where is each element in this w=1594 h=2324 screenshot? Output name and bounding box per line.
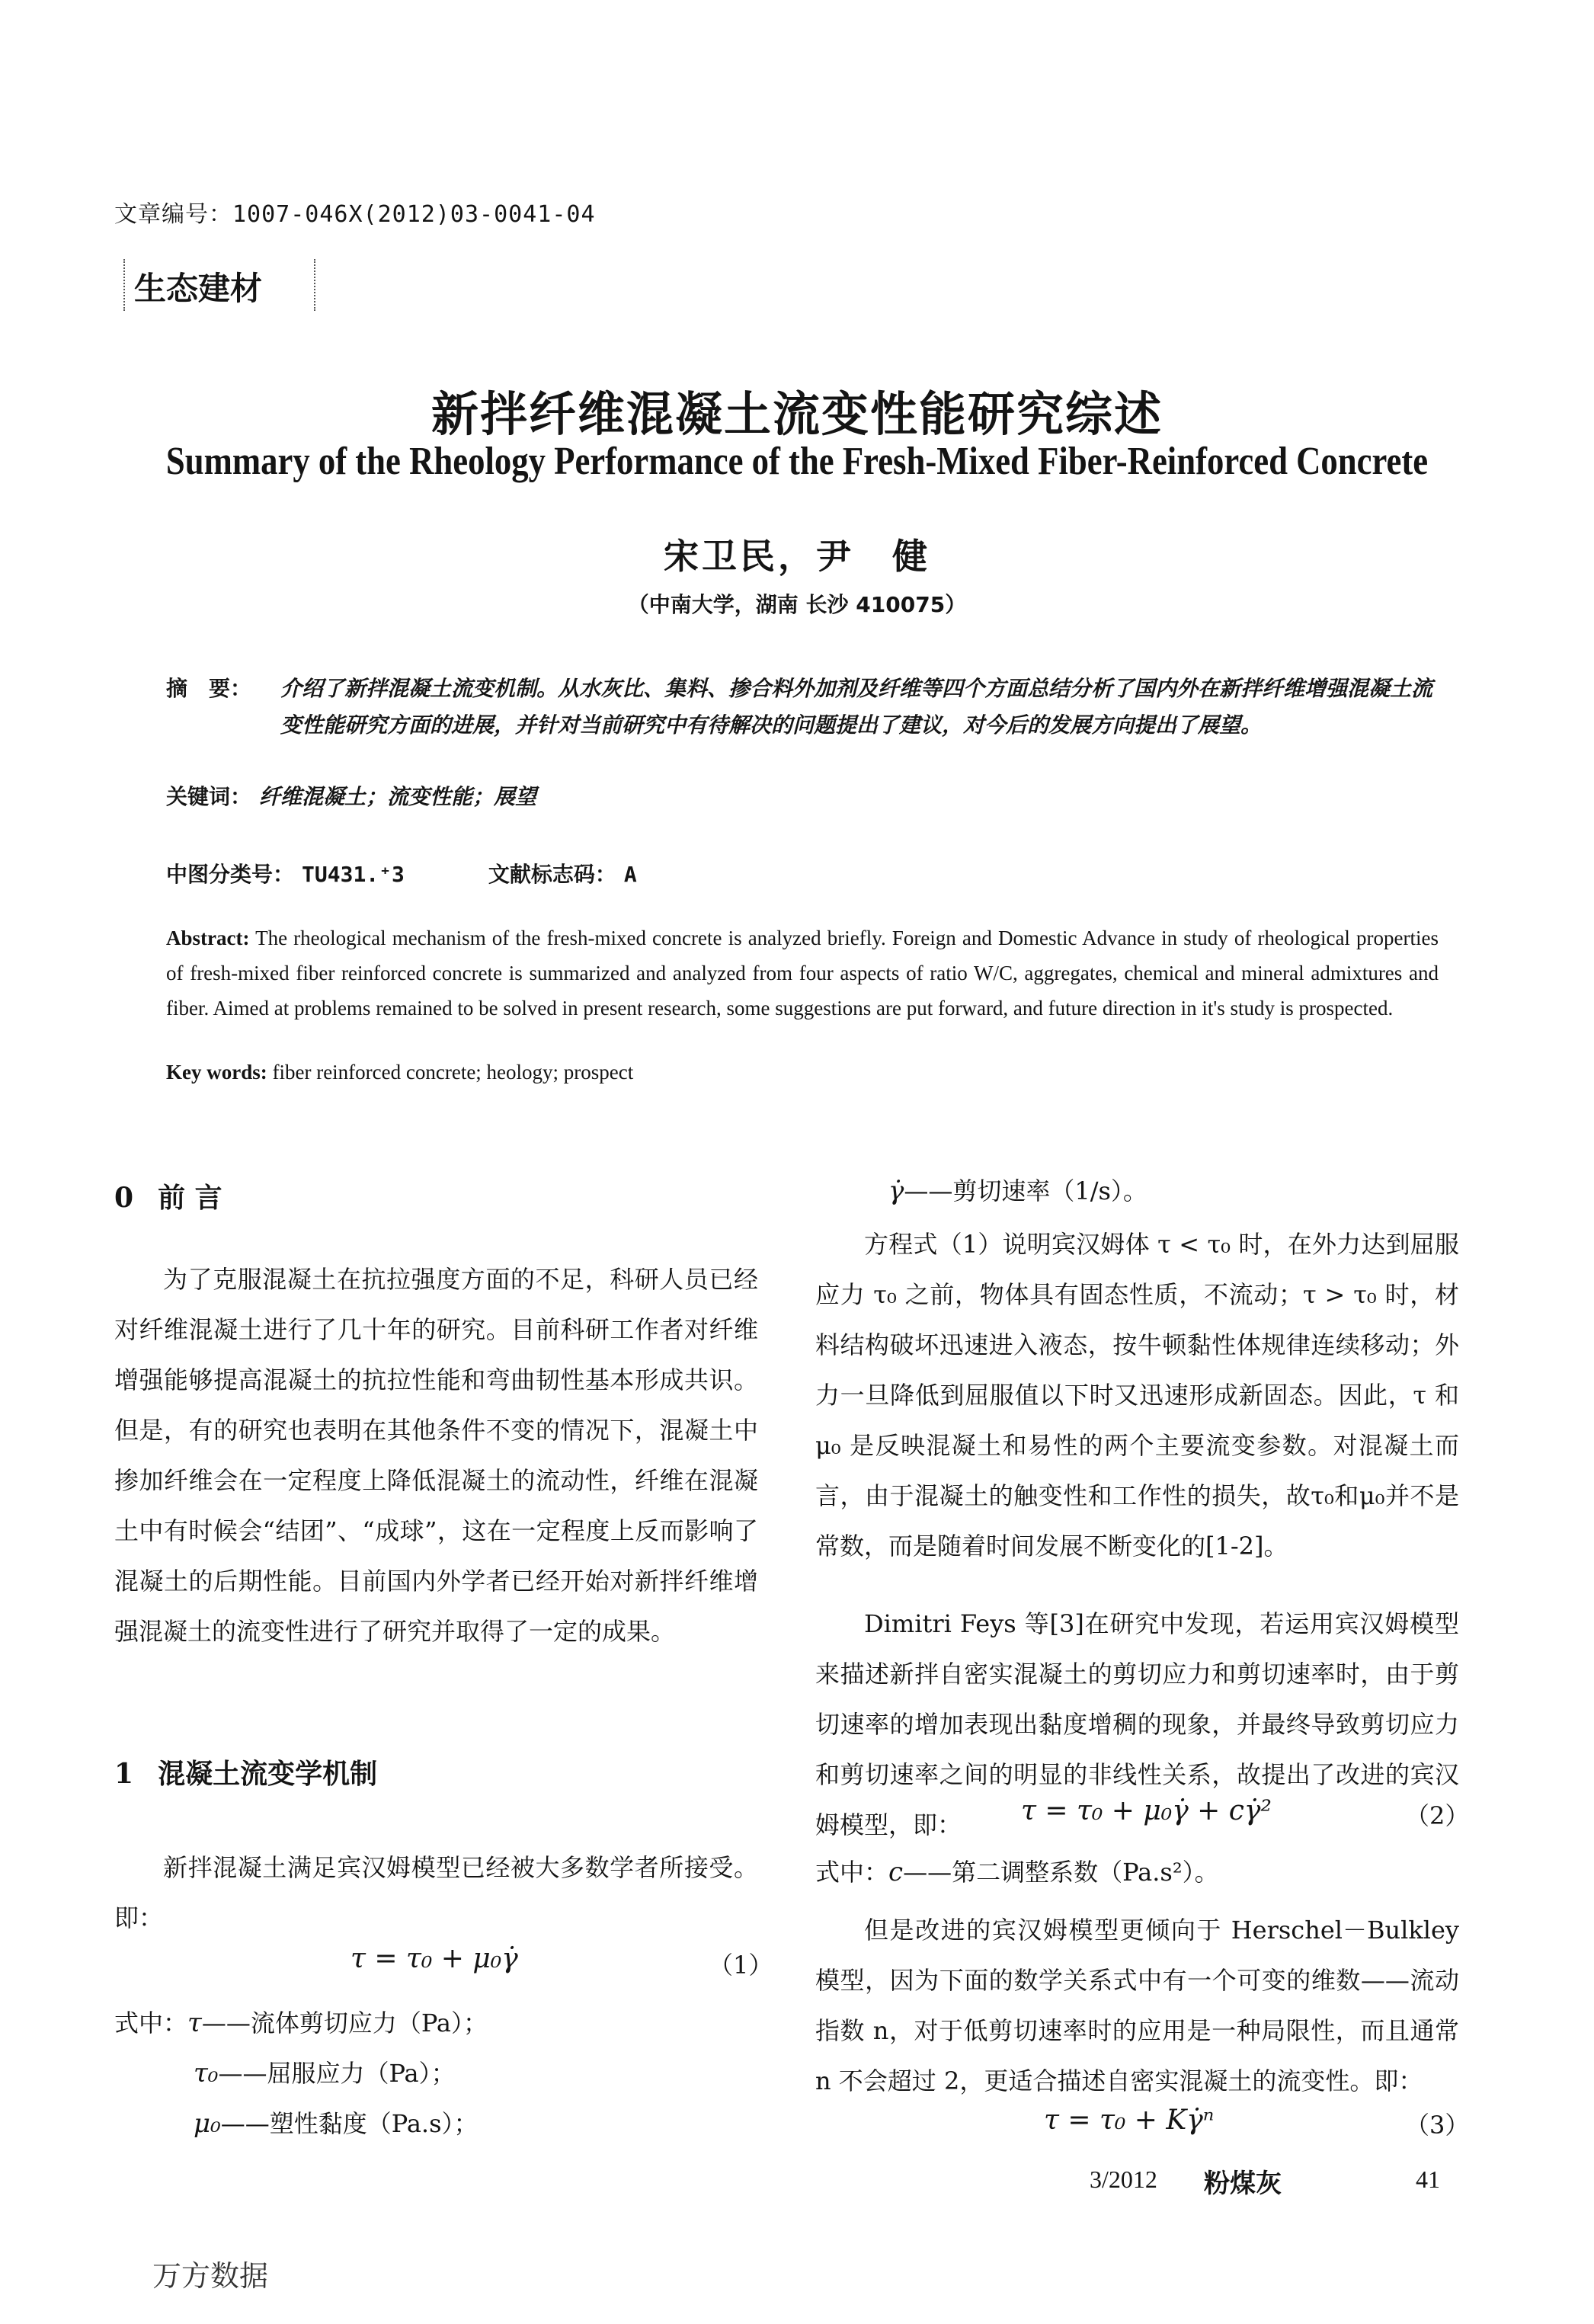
right-paragraph-3: 但是改进的宾汉姆模型更倾向于 Herschel－Bulkley 模型，因为下面的数学关系式中有一个可变的维数——流动指数 n，对于低剪切速率时的应用是一种局限性，而且通常 n 不会超过 2，更适合描述自密实混凝土的流变性。即： [815, 1916, 1459, 2095]
variable-tau0: τ₀——屈服应力（Pa）； [194, 2058, 456, 2089]
variable-tau: 式中：τ——流体剪切应力（Pa）； [114, 2008, 488, 2038]
doc-code-label: 文献标志码： [488, 862, 616, 887]
title-cn: 新拌纤维混凝土流变性能研究综述 [431, 386, 1163, 442]
keywords-cn-text: 纤维混凝土；流变性能；展望 [259, 784, 537, 809]
abstract-en-text: The rheological mechanism of the fresh-mixed concrete is analyzed briefly. Foreign and Domestic Advance in study of rheological properties of fresh-mixed fiber reinforced concrete is summarized and analyzed from four aspects of ratio W/C, aggregates, chemical and mineral admixtures and fiber. Aimed at problems remained to be solved in present research, some suggestions are put forward, and future direction in it's study is prospected. [166, 927, 1439, 1020]
equation-3-number: （3） [1405, 2111, 1470, 2140]
watermark: 万方数据 [152, 2259, 269, 2293]
abstract-cn-label: 摘 要： [166, 676, 252, 701]
keywords-en-label: Key words: [166, 1061, 267, 1084]
equation-2-number: （2） [1405, 1801, 1470, 1830]
equation-1: τ = τ₀ + μ₀γ̇ [350, 1943, 518, 1974]
variable-mu0: μ₀——塑性黏度（Pa.s）； [194, 2108, 479, 2139]
column-tag: 生态建材 [134, 264, 262, 309]
authors: 宋卫民，尹 健 [664, 536, 930, 577]
equation-1-number: （1） [709, 1951, 773, 1980]
abstract-en [166, 920, 1439, 1026]
equation-3: τ = τ₀ + Kγ̇ⁿ [1044, 2105, 1215, 2136]
variable-c: 式中：c——第二调整系数（Pa.s²）。 [815, 1857, 1219, 1887]
doc-code-value: A [623, 862, 637, 887]
bingham-paragraph: 新拌混凝土满足宾汉姆模型已经被大多数学者所接受。即： [114, 1853, 758, 1932]
article-number: 文章编号：1007-046X(2012)03-0041-04 [114, 201, 596, 228]
classification-value: TU431.⁺3 [302, 862, 405, 887]
keywords-cn [166, 780, 536, 811]
abstract-en-label: Abstract: [166, 927, 250, 949]
keywords-en [166, 1061, 633, 1084]
classification-label: 中图分类号： [166, 862, 295, 887]
abstract-cn [166, 671, 1446, 744]
keywords-cn-label: 关键词： [166, 784, 252, 809]
footer-journal-name: 粉煤灰 [1204, 2169, 1282, 2199]
variable-gamma: γ̇——剪切速率（1/s）。 [888, 1176, 1147, 1206]
footer-issue: 3/2012 [1090, 2166, 1157, 2193]
section-0-heading: 0 前 言 [114, 1182, 222, 1214]
right-paragraph-2: Dimitri Feys 等[3]在研究中发现，若运用宾汉姆模型来描述新拌自密实混凝土的剪切应力和剪切速率时，由于剪切速率的增加表现出黏度增稠的现象，并最终导致剪切应力和剪切速率之间的明显的非线性关系，故提出了改进的宾汉姆模型，即： [815, 1609, 1459, 1839]
intro-paragraph: 为了克服混凝土在抗拉强度方面的不足，科研人员已经对纤维混凝土进行了几十年的研究。目前科研工作者对纤维增强能够提高混凝土的抗拉性能和弯曲韧性基本形成共识。但是，有的研究也表明在其他条件不变的情况下，混凝土中掺加纤维会在一定程度上降低混凝土的流动性，纤维在混凝土中有时候会“结团”、“成球”，这在一定程度上反而影响了混凝土的后期性能。目前国内外学者已经开始对新拌纤维增强混凝土的流变性进行了研究并取得了一定的成果。 [114, 1265, 758, 1646]
right-paragraph-1: 方程式（1）说明宾汉姆体 τ < τ₀ 时，在外力达到屈服应力 τ₀ 之前，物体具有固态性质，不流动；τ > τ₀ 时，材料结构破坏迅速进入液态，按牛顿黏性体规律连续移动；外力一旦降低到屈服值以下时又迅速形成新固态。因此，τ 和 μ₀ 是反映混凝土和易性的两个主要流变参数。对混凝土而言，由于混凝土的触变性和工作性的损失，故τ₀和μ₀并不是常数，而是随着时间发展不断变化的[1-2]。 [815, 1230, 1459, 1561]
title-en: Summary of the Rheology Performance of the Fresh-Mixed Fiber-Reinforced Concrete [165, 440, 1429, 483]
classification [166, 858, 637, 888]
affiliation: （中南大学，湖南 长沙 410075） [627, 592, 967, 617]
section-1-heading: 1 混凝土流变学机制 [114, 1758, 378, 1790]
page-number: 41 [1416, 2166, 1440, 2193]
abstract-cn-text: 介绍了新拌混凝土流变机制。从水灰比、集料、掺合料外加剂及纤维等四个方面总结分析了国内外在新拌纤维增强混凝土流变性能研究方面的进展，并针对当前研究中有待解决的问题提出了建议，对今后的发展方向提出了展望。 [280, 676, 1433, 738]
equation-2: τ = τ₀ + μ₀γ̇ + cγ̇² [1021, 1795, 1272, 1826]
keywords-en-text: fiber reinforced concrete; heology; prospect [272, 1061, 634, 1084]
